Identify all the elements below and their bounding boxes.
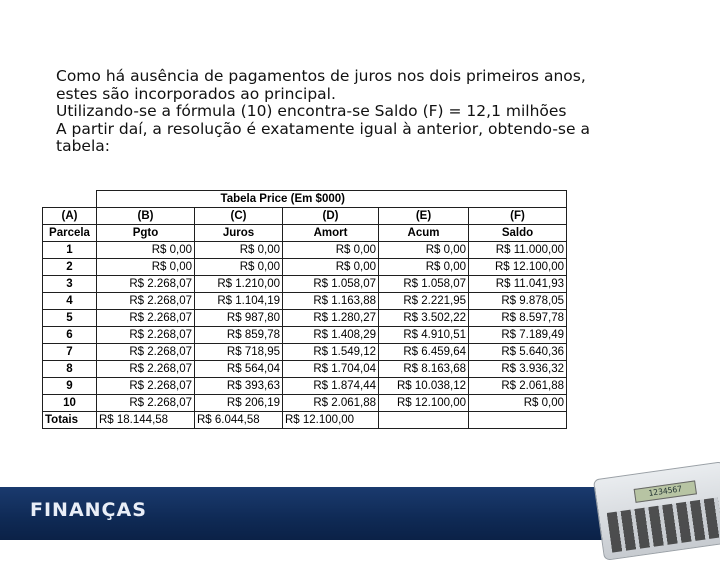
column-letter: (E) bbox=[379, 208, 469, 225]
table-title-spacer bbox=[43, 191, 97, 208]
value-cell: R$ 1.210,00 bbox=[195, 276, 283, 293]
table-row bbox=[43, 276, 567, 293]
column-letter: (B) bbox=[97, 208, 195, 225]
value-cell: R$ 2.268,07 bbox=[97, 378, 195, 395]
intro-line: estes são incorporados ao principal. bbox=[56, 84, 336, 103]
parcela-cell: 6 bbox=[43, 327, 97, 344]
value-cell: R$ 0,00 bbox=[97, 259, 195, 276]
value-cell: R$ 10.038,12 bbox=[379, 378, 469, 395]
value-cell: R$ 1.058,07 bbox=[379, 276, 469, 293]
value-cell: R$ 206,19 bbox=[195, 395, 283, 412]
value-cell: R$ 3.936,32 bbox=[469, 361, 567, 378]
value-cell: R$ 2.268,07 bbox=[97, 395, 195, 412]
value-cell: R$ 0,00 bbox=[195, 259, 283, 276]
total-cell bbox=[379, 412, 469, 429]
parcela-cell: 7 bbox=[43, 344, 97, 361]
column-header: Saldo bbox=[469, 225, 567, 242]
parcela-cell: 2 bbox=[43, 259, 97, 276]
value-cell: R$ 8.597,78 bbox=[469, 310, 567, 327]
value-cell: R$ 0,00 bbox=[283, 242, 379, 259]
column-letter: (F) bbox=[469, 208, 567, 225]
totals-label: Totais bbox=[43, 412, 97, 429]
value-cell: R$ 987,80 bbox=[195, 310, 283, 327]
parcela-cell: 8 bbox=[43, 361, 97, 378]
brand-logo-text: FINANÇAS bbox=[30, 499, 147, 521]
table-title-row bbox=[43, 191, 567, 208]
value-cell: R$ 2.268,07 bbox=[97, 327, 195, 344]
table-row bbox=[43, 395, 567, 412]
column-header: Amort bbox=[283, 225, 379, 242]
total-cell: R$ 12.100,00 bbox=[283, 412, 379, 429]
price-table bbox=[42, 190, 567, 429]
value-cell: R$ 0,00 bbox=[379, 242, 469, 259]
parcela-cell: 1 bbox=[43, 242, 97, 259]
value-cell: R$ 393,63 bbox=[195, 378, 283, 395]
value-cell: R$ 0,00 bbox=[195, 242, 283, 259]
value-cell: R$ 1.104,19 bbox=[195, 293, 283, 310]
table-row bbox=[43, 327, 567, 344]
value-cell: R$ 3.502,22 bbox=[379, 310, 469, 327]
calculator-icon bbox=[593, 461, 720, 561]
column-headers-row bbox=[43, 225, 567, 242]
intro-line: A partir daí, a resolução é exatamente igual à anterior, obtendo-se a bbox=[56, 119, 590, 138]
column-header: Parcela bbox=[43, 225, 97, 242]
value-cell: R$ 1.704,04 bbox=[283, 361, 379, 378]
value-cell: R$ 7.189,49 bbox=[469, 327, 567, 344]
totals-row bbox=[43, 412, 567, 429]
value-cell: R$ 1.408,29 bbox=[283, 327, 379, 344]
parcela-cell: 10 bbox=[43, 395, 97, 412]
value-cell: R$ 1.549,12 bbox=[283, 344, 379, 361]
parcela-cell: 3 bbox=[43, 276, 97, 293]
total-cell bbox=[469, 412, 567, 429]
value-cell: R$ 1.280,27 bbox=[283, 310, 379, 327]
value-cell: R$ 2.268,07 bbox=[97, 361, 195, 378]
parcela-cell: 4 bbox=[43, 293, 97, 310]
column-letters-row bbox=[43, 208, 567, 225]
total-cell: R$ 6.044,58 bbox=[195, 412, 283, 429]
calculator-keys bbox=[607, 497, 720, 552]
value-cell: R$ 2.268,07 bbox=[97, 344, 195, 361]
value-cell: R$ 5.640,36 bbox=[469, 344, 567, 361]
value-cell: R$ 2.268,07 bbox=[97, 276, 195, 293]
value-cell: R$ 8.163,68 bbox=[379, 361, 469, 378]
value-cell: R$ 11.000,00 bbox=[469, 242, 567, 259]
value-cell: R$ 1.163,88 bbox=[283, 293, 379, 310]
table-row bbox=[43, 293, 567, 310]
value-cell: R$ 1.874,44 bbox=[283, 378, 379, 395]
value-cell: R$ 0,00 bbox=[283, 259, 379, 276]
value-cell: R$ 4.910,51 bbox=[379, 327, 469, 344]
value-cell: R$ 11.041,93 bbox=[469, 276, 567, 293]
table-row bbox=[43, 344, 567, 361]
value-cell: R$ 2.268,07 bbox=[97, 310, 195, 327]
table-row bbox=[43, 242, 567, 259]
value-cell: R$ 2.221,95 bbox=[379, 293, 469, 310]
column-letter: (A) bbox=[43, 208, 97, 225]
calculator-display: 1234567 bbox=[634, 480, 697, 502]
table-row bbox=[43, 378, 567, 395]
value-cell: R$ 718,95 bbox=[195, 344, 283, 361]
value-cell: R$ 2.268,07 bbox=[97, 293, 195, 310]
intro-line: Utilizando-se a fórmula (10) encontra-se Saldo (F) = 12,1 milhões bbox=[56, 102, 567, 121]
value-cell: R$ 12.100,00 bbox=[469, 259, 567, 276]
table-row bbox=[43, 361, 567, 378]
value-cell: R$ 0,00 bbox=[469, 395, 567, 412]
column-header: Pgto bbox=[97, 225, 195, 242]
value-cell: R$ 859,78 bbox=[195, 327, 283, 344]
value-cell: R$ 0,00 bbox=[97, 242, 195, 259]
intro-text bbox=[56, 68, 696, 156]
value-cell: R$ 12.100,00 bbox=[379, 395, 469, 412]
price-table-container bbox=[42, 190, 567, 429]
value-cell: R$ 6.459,64 bbox=[379, 344, 469, 361]
column-header: Acum bbox=[379, 225, 469, 242]
table-title: Tabela Price (Em $000) bbox=[97, 191, 469, 208]
value-cell: R$ 2.061,88 bbox=[469, 378, 567, 395]
column-letter: (C) bbox=[195, 208, 283, 225]
value-cell: R$ 0,00 bbox=[379, 259, 469, 276]
parcela-cell: 9 bbox=[43, 378, 97, 395]
value-cell: R$ 564,04 bbox=[195, 361, 283, 378]
value-cell: R$ 1.058,07 bbox=[283, 276, 379, 293]
column-header: Juros bbox=[195, 225, 283, 242]
table-row bbox=[43, 259, 567, 276]
parcela-cell: 5 bbox=[43, 310, 97, 327]
intro-line: Como há ausência de pagamentos de juros nos dois primeiros anos, bbox=[56, 67, 586, 85]
column-letter: (D) bbox=[283, 208, 379, 225]
intro-line: tabela: bbox=[56, 137, 110, 156]
value-cell: R$ 9.878,05 bbox=[469, 293, 567, 310]
total-cell: R$ 18.144,58 bbox=[97, 412, 195, 429]
table-title-blank bbox=[469, 191, 567, 208]
table-row bbox=[43, 310, 567, 327]
value-cell: R$ 2.061,88 bbox=[283, 395, 379, 412]
